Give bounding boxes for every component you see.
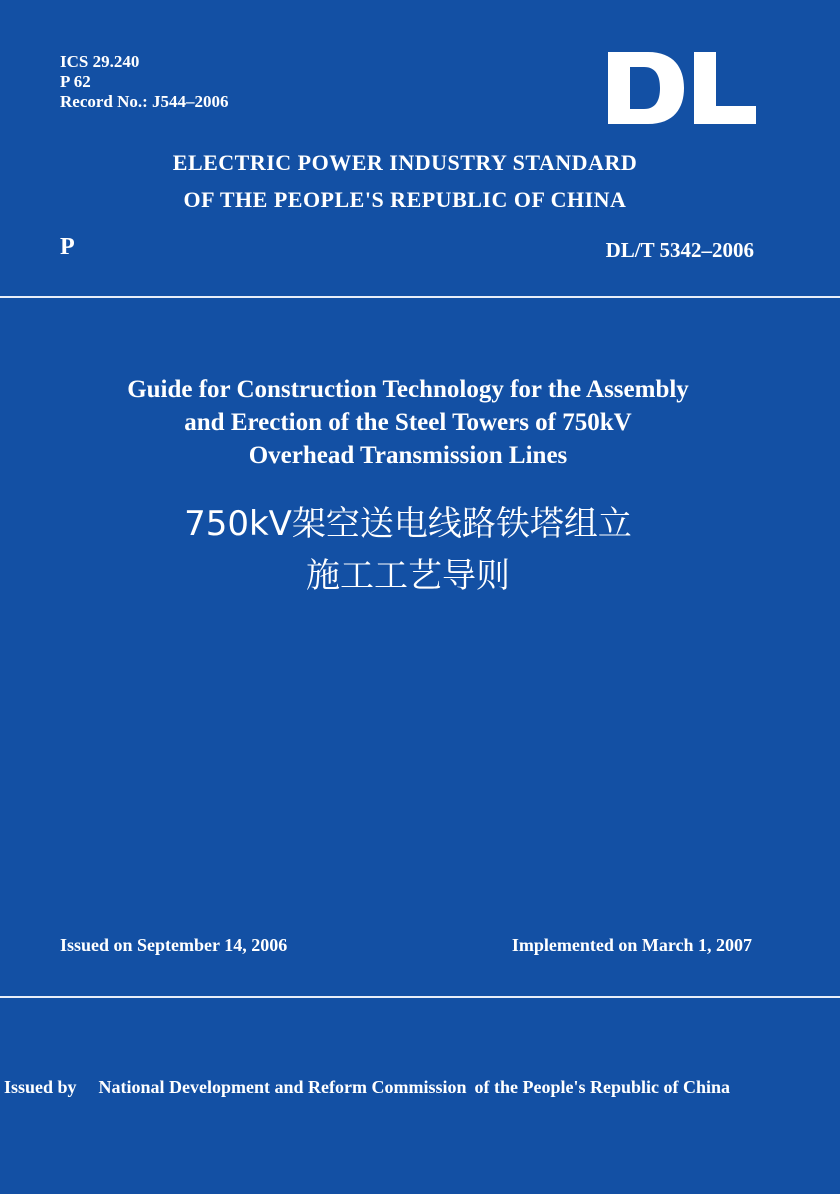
classification-code: P 62 bbox=[60, 72, 91, 91]
bottom-divider bbox=[0, 996, 840, 998]
standard-code: DL/T 5342–2006 bbox=[605, 238, 754, 262]
issuer-line bbox=[4, 1077, 838, 1098]
record-number: Record No.: J544–2006 bbox=[60, 92, 229, 111]
dl-logo bbox=[608, 52, 756, 124]
chinese-title-line-2: 施工工艺导则 bbox=[306, 556, 510, 596]
issuer-label: Issued by bbox=[4, 1077, 77, 1097]
organization-line-1: ELECTRIC POWER INDUSTRY STANDARD bbox=[172, 150, 638, 175]
category-mark: P bbox=[60, 234, 75, 260]
english-title-line-2: and Erection of the Steel Towers of 750kV bbox=[184, 409, 632, 436]
top-divider bbox=[0, 296, 840, 298]
chinese-title-line-1: 750kV架空送电线路铁塔组立 bbox=[184, 504, 632, 544]
organization-line-2: OF THE PEOPLE'S REPUBLIC OF CHINA bbox=[183, 187, 627, 212]
implemented-date: Implemented on March 1, 2007 bbox=[511, 935, 752, 955]
issued-date: Issued on September 14, 2006 bbox=[60, 935, 288, 955]
ics-code: ICS 29.240 bbox=[60, 52, 140, 71]
issuer-name: National Development and Reform Commission bbox=[98, 1077, 467, 1097]
english-title-line-3: Overhead Transmission Lines bbox=[248, 442, 568, 469]
english-title-line-1: Guide for Construction Technology for the Assembly bbox=[127, 376, 689, 403]
issuer-suffix: of the People's Republic of China bbox=[474, 1077, 731, 1097]
